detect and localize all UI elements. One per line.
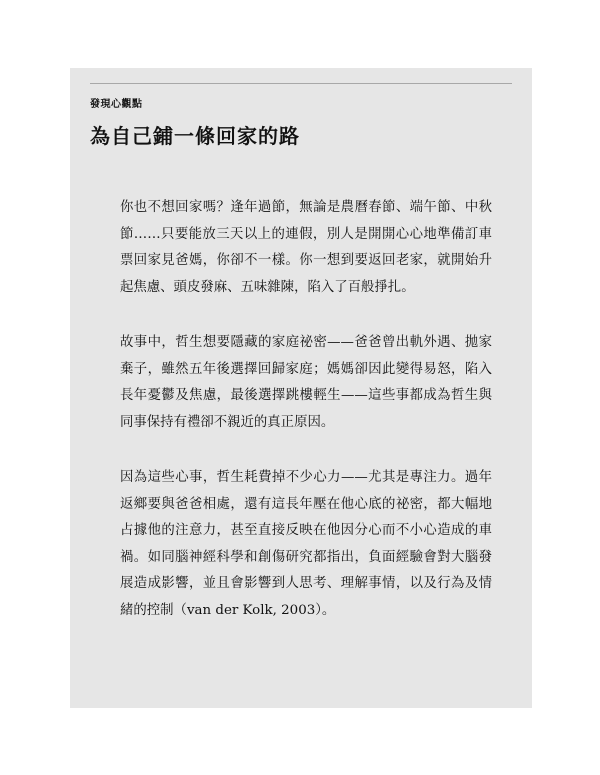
paragraph-1: 你也不想回家嗎？逢年過節，無論是農曆春節、端午節、中秋節……只要能放三天以上的連假，別人是開開心心地準備訂車票回家見爸媽，你卻不一樣。你一想到要返回老家，就開始升起焦慮、頭皮發麻、五味雜陳，陷入了百般掙扎。 bbox=[120, 200, 492, 295]
article-body bbox=[120, 195, 492, 653]
paragraph-3: 因為這些心事，哲生耗費掉不少心力——尤其是專注力。過年返鄉要與爸爸相處，還有這長年壓在他心底的祕密，都大幅地占據他的注意力，甚至直接反映在他因分心而不小心造成的車禍。如同腦神經科學和創傷研究都指出，負面經驗會對大腦發展造成影響，並且會影響到人思考、理解事情，以及行為及情緒的控制（van der Kolk, 2003）。 bbox=[120, 470, 492, 618]
article-title: 為自己鋪一條回家的路 bbox=[90, 124, 300, 148]
paragraph-2: 故事中，哲生想要隱藏的家庭祕密——爸爸曾出軌外遇、拋家棄子，雖然五年後選擇回歸家庭；媽媽卻因此變得易怒，陷入長年憂鬱及焦慮，最後選擇跳樓輕生——這些事都成為哲生與同事保持有禮卻不親近的真正原因。 bbox=[120, 335, 492, 430]
article-panel bbox=[70, 68, 532, 708]
section-label: 發現心觀點 bbox=[90, 99, 143, 110]
top-divider bbox=[90, 83, 512, 84]
